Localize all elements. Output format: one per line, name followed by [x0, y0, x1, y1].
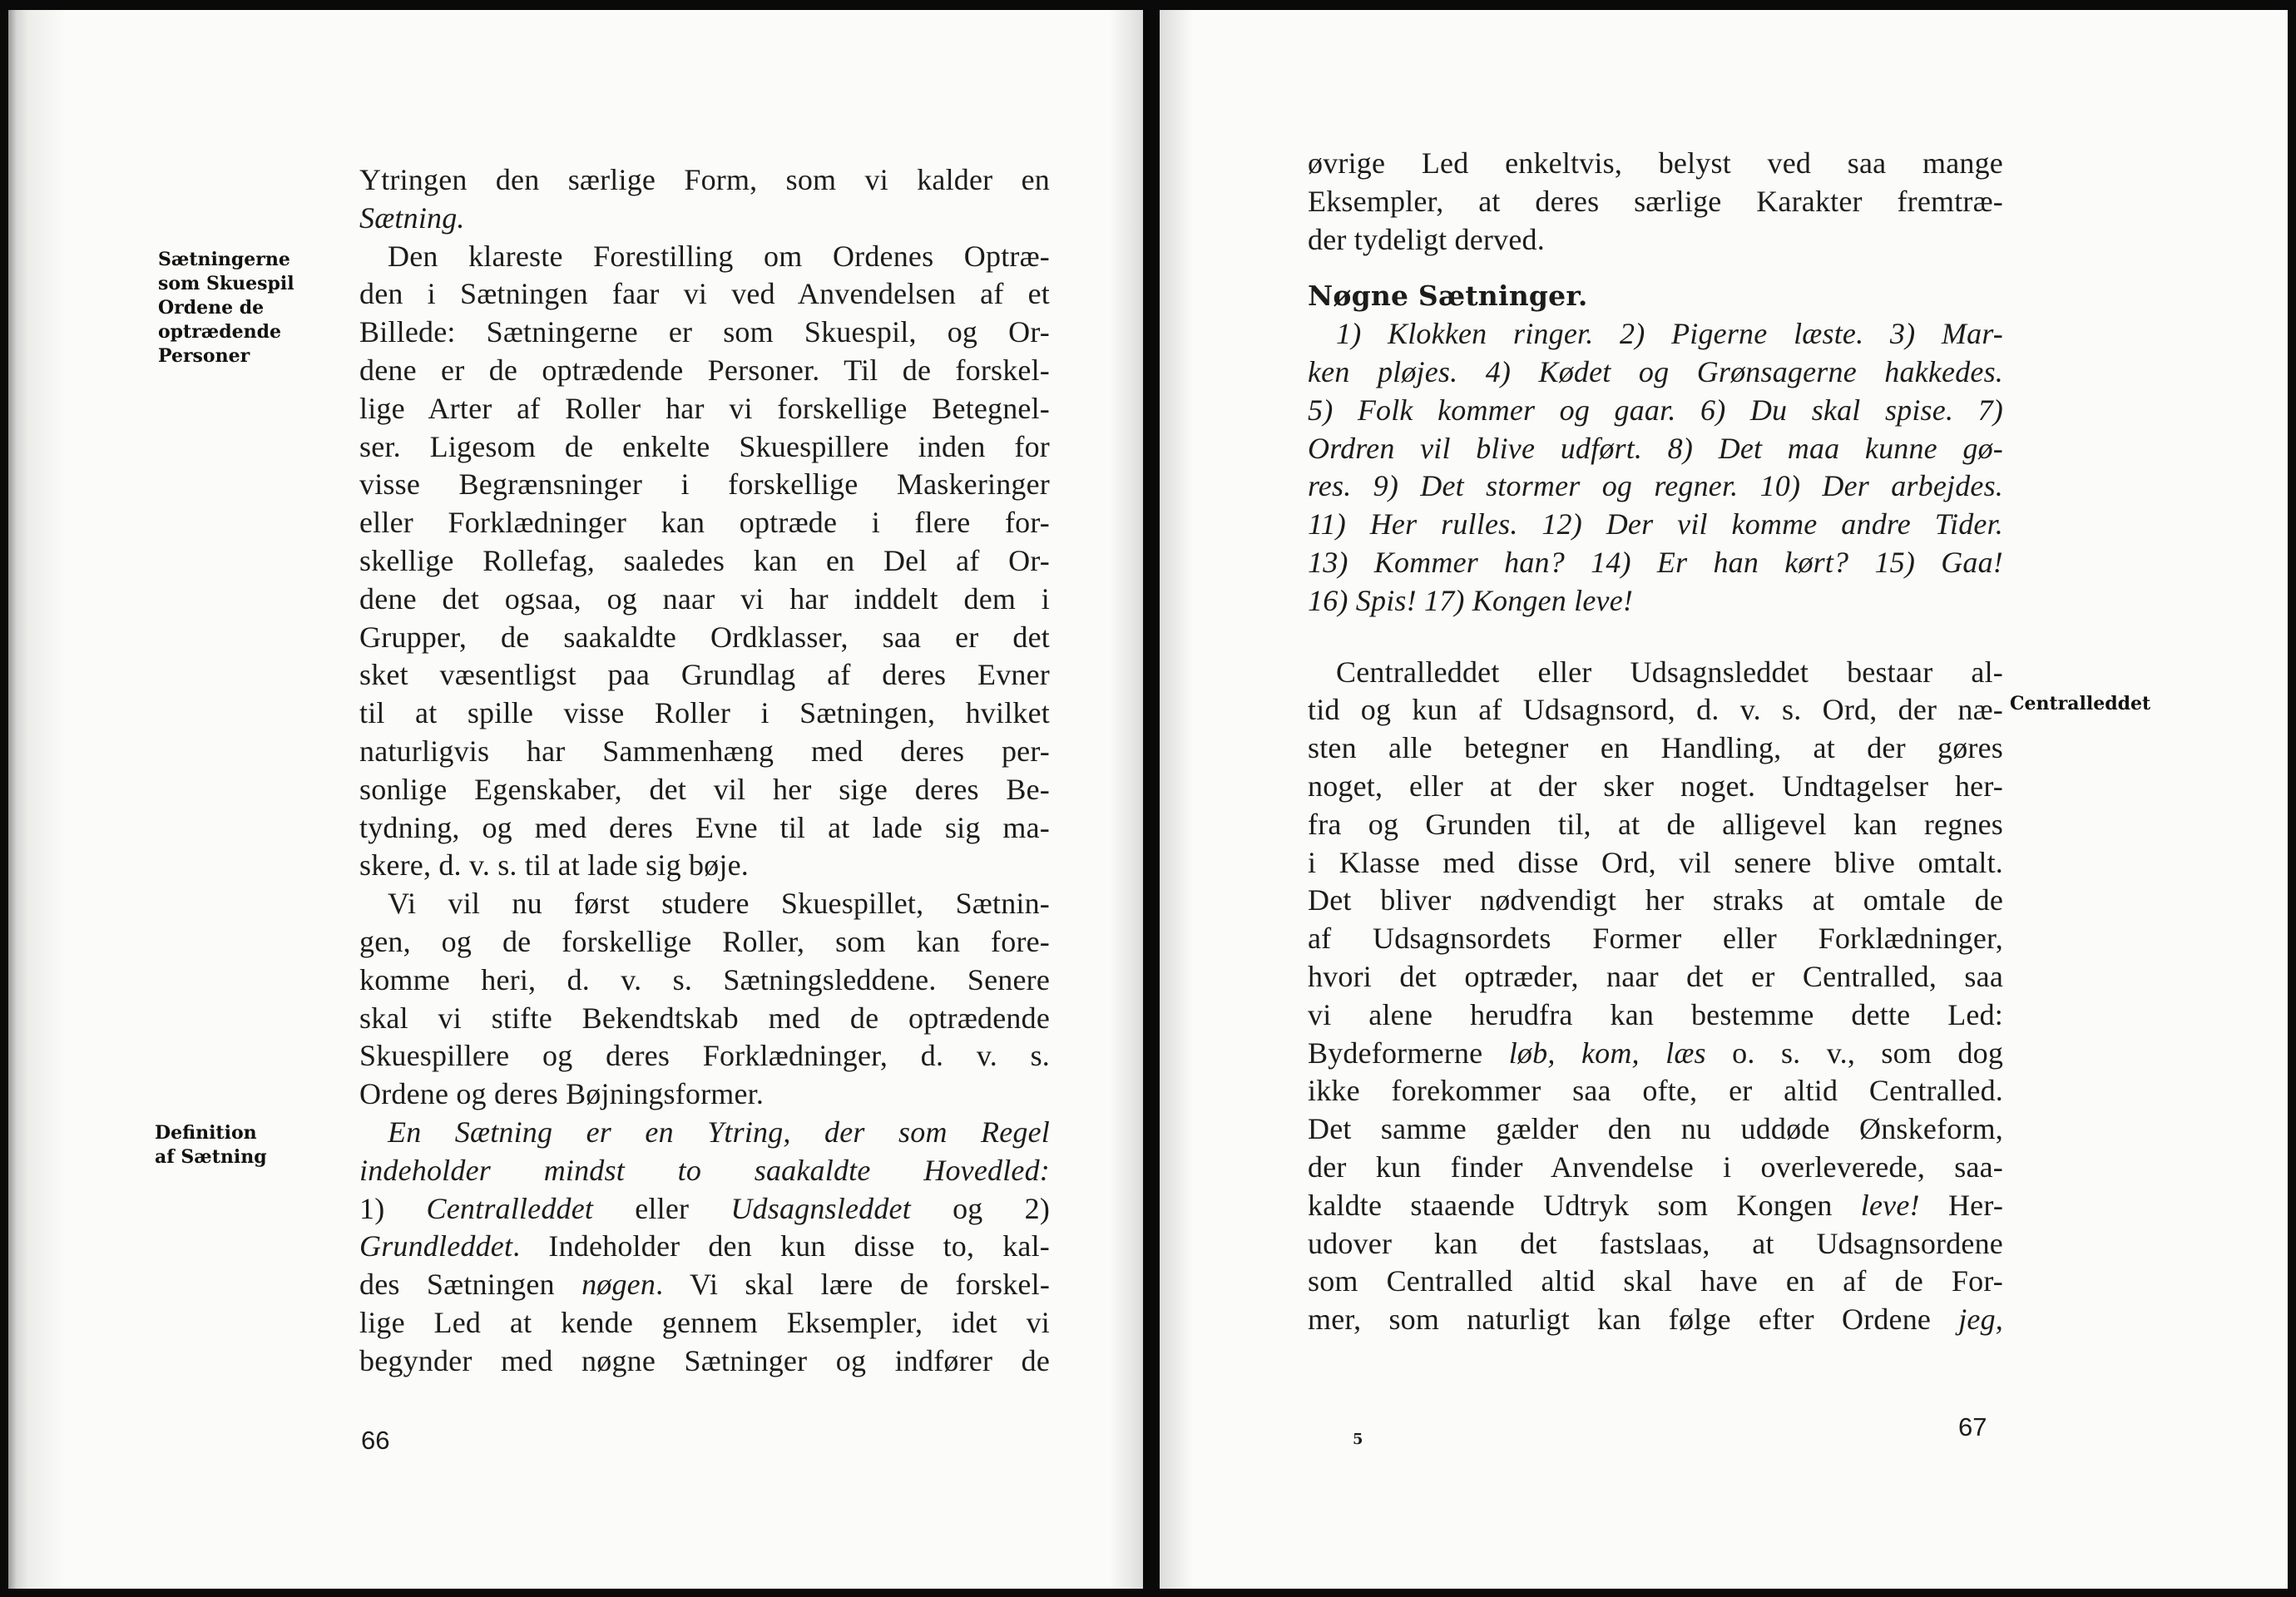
text-line: udover kan det fastslaas, at Udsagnsordene: [1308, 1226, 2003, 1260]
example-line: 16) Spis! 17) Kongen leve!: [1308, 583, 1634, 617]
example-line: 11) Her rulles. 12) Der vil komme andre Tider.: [1308, 507, 2003, 541]
margin-note-line: Sætningerne: [158, 249, 290, 270]
text-line: den i Sætningen faar vi ved Anvendelsen af et: [359, 277, 1050, 311]
text-line: Ytringen den særlige Form, som vi kalder en: [359, 163, 1050, 196]
left-body-text: [359, 161, 1050, 1381]
text-line-mixed: [359, 1228, 1050, 1266]
margin-note-centralleddet: Centralleddet: [2010, 693, 2151, 714]
text-line: vi alene herudfra kan bestemme dette Led:: [1308, 997, 2003, 1031]
text-line-mixed: [1308, 1187, 2003, 1225]
text-line: Den klareste Forestilling om Ordenes Optræ-: [388, 239, 1050, 273]
example-line: res. 9) Det stormer og regner. 10) Der arbejdes.: [1308, 469, 2003, 503]
text-line: sket væsentligst paa Grundlag af deres Evner: [359, 658, 1050, 692]
text-line: sten alle betegner en Handling, at der gøres: [1308, 731, 2003, 765]
text-line: gen, og de forskellige Roller, som kan fore-: [359, 924, 1050, 958]
margin-note-definition: [155, 1121, 267, 1169]
text-line: tid og kun af Udsagnsord, d. v. s. Ord, der næ-: [1308, 693, 2003, 727]
example-line: ken pløjes. 4) Kødet og Grønsagerne hakkedes.: [1308, 354, 2003, 388]
example-line: 13) Kommer han? 14) Er han kørt? 15) Gaa!: [1308, 545, 2003, 579]
text-line: Skuespillere og deres Forklædninger, d. v. s.: [359, 1039, 1050, 1073]
italic-term: Centralleddet: [426, 1191, 594, 1225]
margin-note-saetningerne: [158, 248, 294, 368]
text-line: Centralleddet eller Udsagnsleddet bestaar al-: [1336, 655, 2003, 689]
example-line: 1) Klokken ringer. 2) Pigerne læste. 3) Mar-: [1336, 317, 2003, 351]
text-line: indeholder mindst to saakaldte Hovedled:: [359, 1153, 1050, 1187]
italic-term: løb,: [1508, 1036, 1556, 1070]
text-fragment: kaldte staaende Udtryk som Kongen: [1308, 1188, 1833, 1222]
italic-term: jeg,: [1958, 1303, 2003, 1337]
italic-term: Grundleddet: [359, 1229, 513, 1263]
text-line: øvrige Led enkeltvis, belyst ved saa mange: [1308, 146, 2003, 180]
number-label: 1): [359, 1191, 385, 1225]
text-line: lige Led at kende gennem Eksempler, idet vi: [359, 1305, 1050, 1339]
margin-note-line: som Skuespil: [158, 273, 294, 294]
spacer: [1308, 259, 2003, 277]
text-line-mixed: [359, 1190, 1050, 1229]
text-fragment: eller: [635, 1191, 690, 1225]
text-line-mixed: [1308, 1301, 2003, 1339]
text-line: ser. Ligesom de enkelte Skuespillere inden for: [359, 429, 1050, 463]
gutter-shadow: [1160, 10, 1193, 1589]
text-line: En Sætning er en Ytring, der som Regel: [388, 1115, 1050, 1149]
margin-note-line: Personer: [158, 345, 250, 367]
text-line: Vi vil nu først studere Skuespillet, Sætnin-: [388, 887, 1050, 921]
text-line: dene er de optrædende Personer. Til de forskel-: [359, 353, 1050, 387]
text-line: som Centralled altid skal have en af de For-: [1308, 1264, 2003, 1298]
text-line: begynder med nøgne Sætninger og indfører de: [359, 1343, 1050, 1377]
text-line: skellige Rollefag, saaledes kan en Del af Or-: [359, 543, 1050, 577]
text-line: ikke forekommer saa ofte, er altid Centralled.: [1308, 1074, 2003, 1108]
text-fragment: des Sætningen: [359, 1268, 555, 1302]
text-fragment: Bydeformerne: [1308, 1036, 1483, 1070]
margin-note-line: optrædende: [158, 321, 282, 343]
text-line: Grupper, de saakaldte Ordklasser, saa er det: [359, 620, 1050, 654]
margin-note-line: af Sætning: [155, 1146, 267, 1168]
spacer: [1308, 621, 2003, 654]
italic-term: leve!: [1860, 1188, 1920, 1222]
page-number: 66: [361, 1426, 390, 1455]
text-fragment: . Indeholder den kun disse to, kal-: [512, 1229, 1050, 1263]
text-line: til at spille visse Roller i Sætningen, hvilket: [359, 696, 1050, 730]
text-line: sonlige Egenskaber, det vil her sige deres Be-: [359, 772, 1050, 806]
text-line-mixed: [1308, 1035, 2003, 1073]
text-fragment: o. s. v., som dog: [1732, 1036, 2004, 1070]
right-body-text: [1308, 145, 2003, 1339]
text-line: Billede: Sætningerne er som Skuespil, og Or-: [359, 315, 1050, 349]
text-line: Ordene og deres Bøjningsformer.: [359, 1077, 765, 1111]
text-line: lige Arter af Roller har vi forskellige Betegnel-: [359, 391, 1050, 425]
left-page: [8, 10, 1143, 1589]
text-line: eller Forklædninger kan optræde i flere for-: [359, 506, 1050, 540]
text-fragment: . Vi skal lære de forskel-: [656, 1268, 1051, 1302]
text-line: Det bliver nødvendigt her straks at omtale de: [1308, 883, 2003, 917]
text-line: der tydeligt derved.: [1308, 222, 1545, 256]
text-line: skal vi stifte Bekendtskab med de optrædende: [359, 1001, 1050, 1035]
text-line: Eksempler, at deres særlige Karakter fremtræ-: [1308, 184, 2003, 218]
text-line: af Udsagnsordets Former eller Forklædninger,: [1308, 922, 2003, 956]
text-line: komme heri, d. v. s. Sætningsleddene. Senere: [359, 962, 1050, 996]
text-line: skere, d. v. s. til at lade sig bøje.: [359, 848, 749, 883]
italic-term: Sætning.: [359, 200, 465, 235]
text-line: naturligvis har Sammenhæng med deres per-: [359, 734, 1050, 768]
text-fragment: og 2): [953, 1191, 1051, 1225]
text-fragment: Her-: [1947, 1188, 2004, 1222]
page-number: 67: [1958, 1412, 1987, 1441]
text-line: hvori det optræder, naar det er Centralled, saa: [1308, 959, 2003, 993]
margin-note-line: Ordene de: [158, 297, 265, 319]
text-line: noget, eller at der sker noget. Undtagelser her-: [1308, 769, 2003, 803]
text-line: fra og Grunden til, at de alligevel kan regnes: [1308, 807, 2003, 841]
text-line: i Klasse med disse Ord, vil senere blive omtalt.: [1308, 845, 2003, 879]
text-line: Det samme gælder den nu uddøde Ønskeform,: [1308, 1112, 2003, 1146]
text-line: tydning, og med deres Evne til at lade sig ma-: [359, 810, 1050, 844]
italic-term: nøgen: [581, 1268, 656, 1302]
italic-term: kom,: [1581, 1036, 1640, 1070]
italic-term: læs: [1665, 1036, 1706, 1070]
gutter-shadow: [1110, 10, 1143, 1589]
margin-note-line: Definition: [155, 1122, 257, 1144]
example-line: 5) Folk kommer og gaar. 6) Du skal spise. 7): [1308, 393, 2003, 427]
signature-mark: 5: [1353, 1431, 1363, 1448]
text-fragment: mer, som naturligt kan følge efter Ordene: [1308, 1303, 1932, 1337]
right-page: [1160, 10, 2288, 1589]
section-heading: Nøgne Sætninger.: [1308, 279, 1588, 313]
italic-term: Udsagnsleddet: [730, 1191, 911, 1225]
text-line-mixed: [359, 1266, 1050, 1304]
text-line: visse Begrænsninger i forskellige Maskeringer: [359, 467, 1050, 502]
example-line: Ordren vil blive udført. 8) Det maa kunne gø-: [1308, 431, 2003, 465]
text-line: der kun finder Anvendelse i overleverede, saa-: [1308, 1150, 2003, 1184]
text-line: dene det ogsaa, og naar vi har inddelt dem i: [359, 581, 1050, 616]
page-edge-shadow: [8, 10, 65, 1589]
